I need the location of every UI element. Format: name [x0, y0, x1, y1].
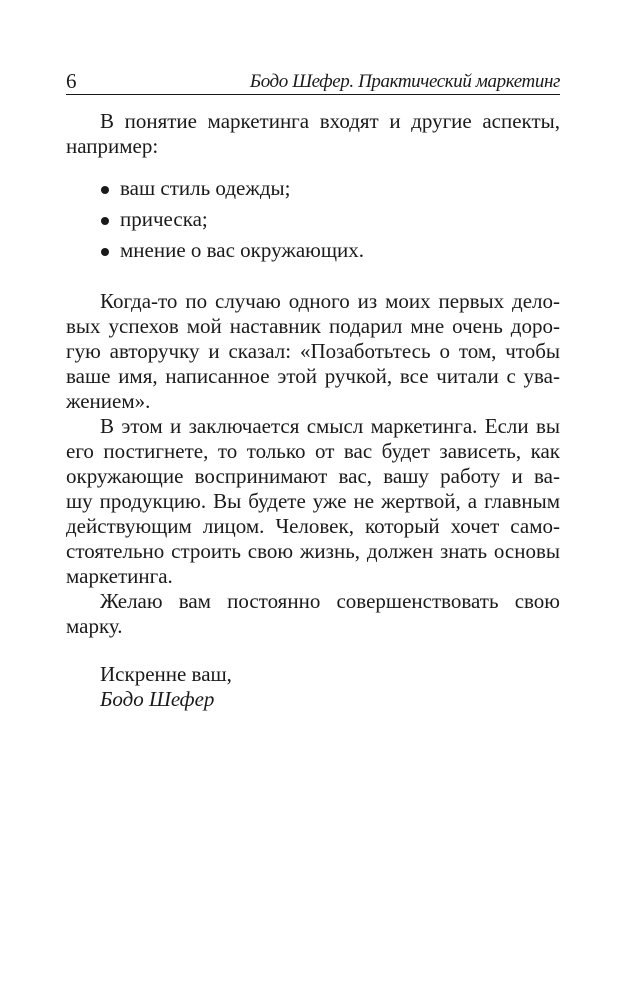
- text-line: ваше имя, написанное этой ручкой, все читали с ува-: [66, 364, 560, 388]
- text-line: маркетинга.: [66, 564, 173, 588]
- text-line: В этом и заключается смысл маркетинга. Если вы: [100, 414, 560, 438]
- text-line: В понятие маркетинга входят и другие аспекты,: [100, 109, 560, 133]
- closing: [66, 662, 560, 712]
- text-line: гую авторучку и сказал: «Позаботьтесь о том, чтобы: [66, 339, 560, 363]
- text-line: жением».: [66, 389, 151, 413]
- list-item: [66, 235, 560, 266]
- list-item-text: ваш стиль одежды;: [120, 176, 291, 200]
- bullet-icon: [101, 217, 109, 225]
- book-page: [66, 64, 560, 712]
- paragraph-gift: [66, 289, 560, 414]
- bullet-list: [66, 173, 560, 266]
- running-header: [66, 64, 560, 95]
- author-signature: Бодо Шефер: [100, 687, 215, 711]
- page-number: 6: [66, 69, 77, 93]
- text-line: шу продукцию. Вы будете уже не жертвой, а главным: [66, 489, 560, 513]
- text-line: стоятельно строить свою жизнь, должен знать основы: [66, 539, 560, 563]
- text-line: вых успехов мой наставник подарил мне очень доро-: [66, 314, 560, 338]
- list-item-text: мнение о вас окружающих.: [120, 238, 365, 262]
- text-line: действующим лицом. Человек, который хочет само-: [66, 514, 560, 538]
- text-line: окружающие воспринимают вас, вашу работу и ва-: [66, 464, 560, 488]
- text-line: его постигнете, то только от вас будет зависеть, как: [66, 439, 560, 463]
- running-title: Бодо Шефер. Практический маркетинг: [249, 71, 560, 92]
- text-line: Желаю вам постоянно совершенствовать свою: [100, 589, 560, 613]
- list-item-text: прическа;: [120, 207, 208, 231]
- bullet-icon: [101, 186, 109, 194]
- list-item: [66, 173, 560, 204]
- text-line: Когда-то по случаю одного из моих первых дело-: [100, 289, 560, 313]
- paragraph-meaning: [66, 414, 560, 589]
- page-body: [66, 109, 560, 712]
- salutation: Искренне ваш,: [100, 662, 232, 686]
- text-line: марку.: [66, 614, 123, 638]
- bullet-icon: [101, 248, 109, 256]
- intro-paragraph: [66, 109, 560, 159]
- list-item: [66, 204, 560, 235]
- paragraph-wish: [66, 589, 560, 639]
- text-line: например:: [66, 134, 159, 158]
